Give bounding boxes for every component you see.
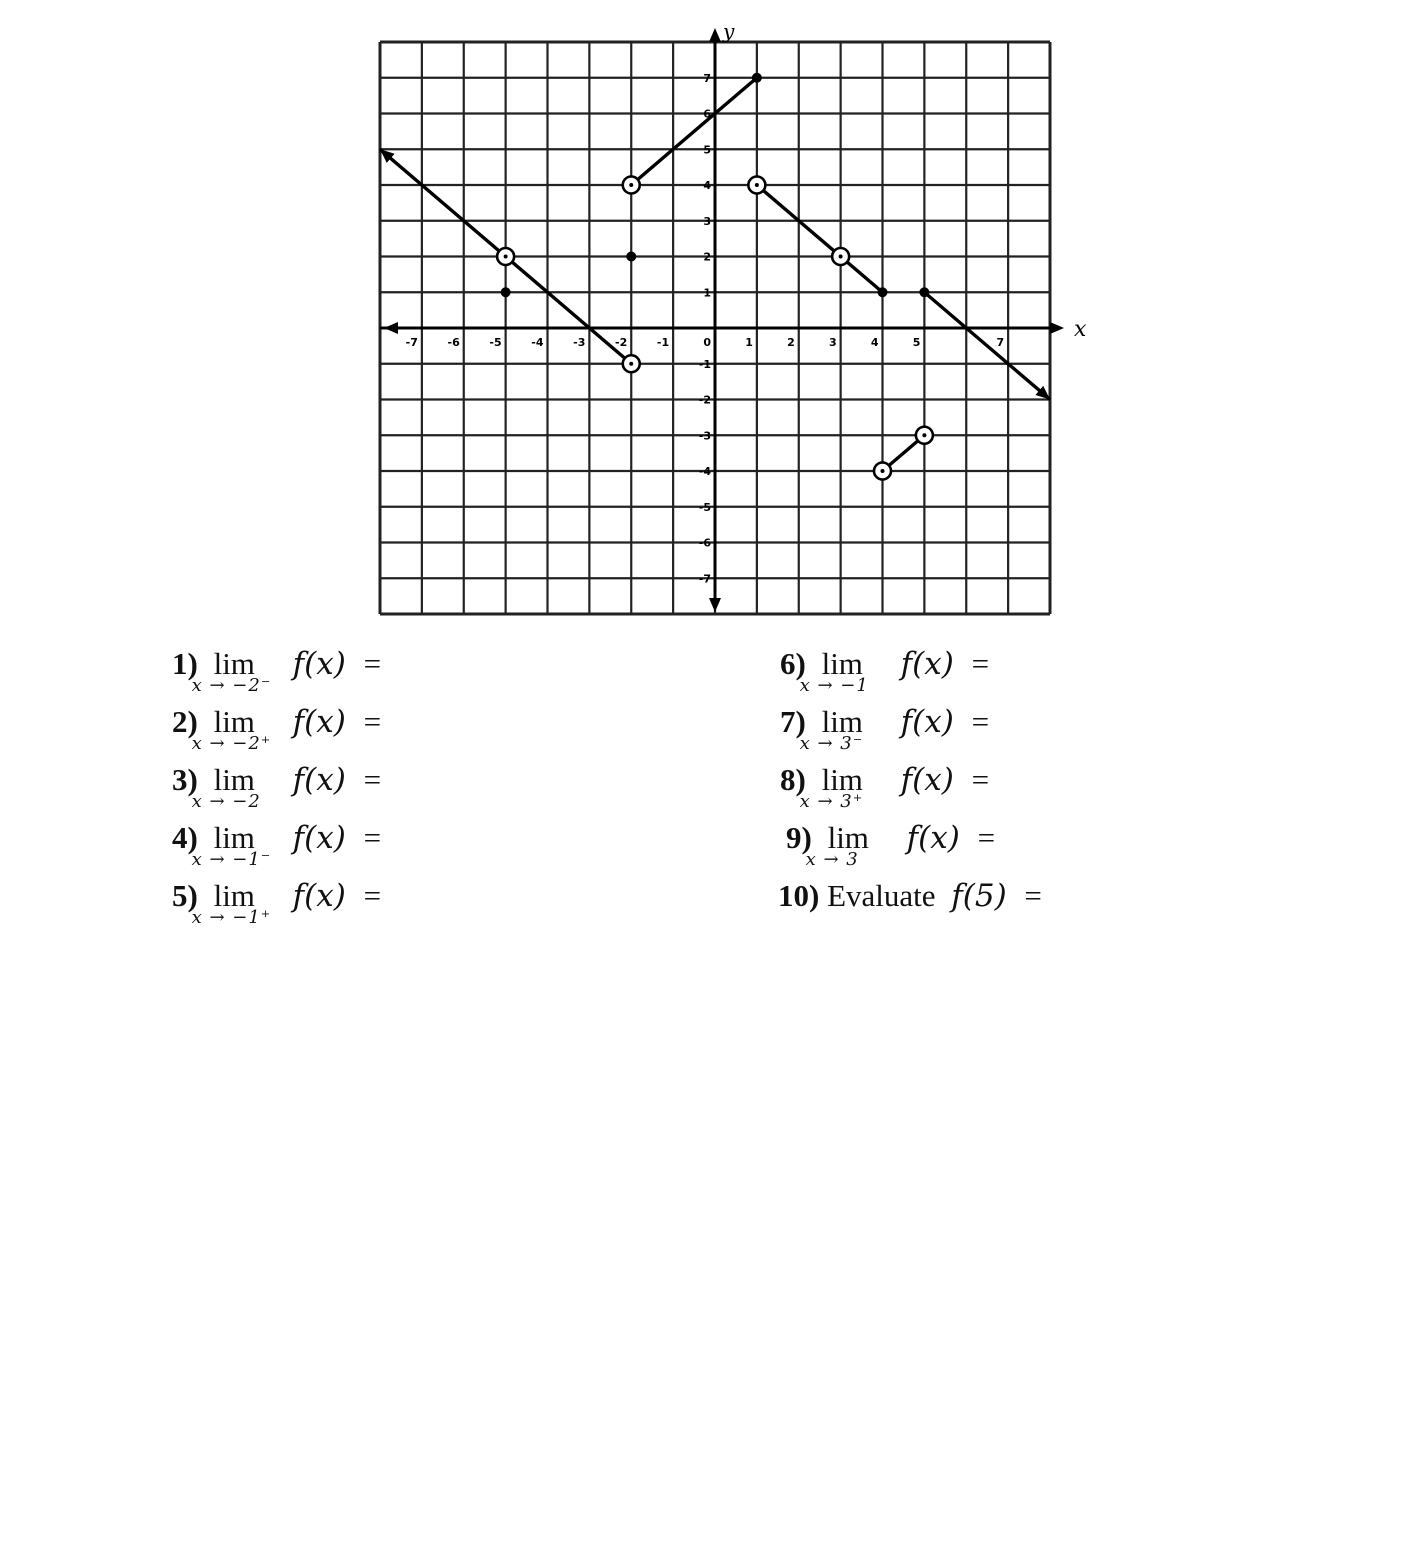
closed-point: [919, 287, 929, 297]
question-number: 6): [780, 646, 806, 681]
x-tick-label: -5: [489, 336, 502, 349]
x-axis-label: x: [1074, 317, 1087, 342]
axes: [380, 19, 1087, 612]
limit-subscript: x → −1: [799, 675, 869, 696]
x-tick-label: 5: [912, 336, 921, 349]
question-number: 8): [780, 762, 806, 797]
lim-word: lim: [213, 878, 255, 913]
lim-word: lim: [821, 646, 863, 681]
y-axis-arrow-down: [709, 598, 721, 612]
open-point-center: [504, 255, 508, 259]
y-tick-label: -1: [698, 357, 711, 371]
open-point-center: [755, 183, 759, 187]
lim-word: lim: [213, 820, 255, 855]
question-6: [780, 646, 989, 702]
limit-subscript: x → −1⁻: [191, 849, 272, 870]
limit-subscript: x → −2⁺: [191, 733, 272, 754]
equals-sign: =: [977, 820, 996, 855]
lim-word: lim: [821, 704, 863, 739]
limit-subscript: x → 3⁺: [799, 791, 864, 812]
question-number: 2): [172, 704, 198, 739]
equals-sign: =: [363, 704, 382, 739]
x-tick-label: 7: [996, 336, 1005, 349]
lim-word: lim: [213, 762, 255, 797]
x-tick-label: 3: [828, 336, 837, 349]
equals-sign: =: [363, 820, 382, 855]
x-axis-arrow-right: [1050, 322, 1064, 334]
equals-sign: =: [971, 704, 990, 739]
x-tick-label: -3: [573, 336, 586, 349]
y-axis-label: y: [723, 19, 735, 43]
function-expr: f(x): [292, 762, 346, 798]
question-number: 9): [786, 820, 812, 855]
x-tick-label: 1: [745, 336, 753, 349]
function-expr: f(x): [292, 704, 346, 740]
limit-operator: [799, 704, 864, 754]
limit-subscript: x → −2⁻: [191, 675, 272, 696]
equals-sign: =: [363, 878, 382, 913]
x-tick-label: -4: [531, 336, 544, 349]
x-tick-label: -2: [615, 336, 628, 349]
equals-sign: =: [363, 762, 382, 797]
x-tick-label: -6: [447, 336, 460, 349]
limit-operator: [799, 646, 869, 696]
y-tick-label: 1: [703, 286, 711, 300]
question-5: [172, 878, 381, 934]
lim-word: lim: [213, 704, 255, 739]
question-number: 3): [172, 762, 198, 797]
question-3: [172, 762, 381, 818]
question-number: 4): [172, 820, 198, 855]
open-point-center: [629, 183, 633, 187]
y-tick-label: -3: [698, 429, 711, 443]
x-tick-label: 4: [870, 336, 879, 349]
function-expr: f(x): [292, 646, 346, 682]
x-tick-label: -7: [405, 336, 418, 349]
question-10: [778, 878, 1042, 934]
limit-operator: [191, 762, 261, 812]
limit-operator: [191, 646, 272, 696]
y-tick-label: -2: [698, 393, 711, 407]
x-axis-arrow-left: [384, 322, 398, 334]
equals-sign: =: [971, 646, 990, 681]
lim-word: lim: [821, 762, 863, 797]
y-tick-label: 2: [703, 250, 711, 264]
question-4: [172, 820, 381, 876]
open-point-center: [839, 255, 843, 259]
question-1: [172, 646, 381, 702]
limit-operator: [799, 762, 864, 812]
function-expr: f(x): [292, 878, 346, 914]
lim-word: lim: [827, 820, 869, 855]
question-number: 1): [172, 646, 198, 681]
lim-word: lim: [213, 646, 255, 681]
question-2: [172, 704, 381, 760]
equals-sign: =: [363, 646, 382, 681]
limit-subscript: x → −2: [191, 791, 261, 812]
function-expr: f(x): [900, 704, 954, 740]
y-tick-label: 7: [703, 71, 711, 85]
question-8: [780, 762, 989, 818]
limit-operator: [191, 820, 272, 870]
graph-segment: [924, 292, 1050, 399]
y-tick-label: -4: [698, 465, 711, 478]
limit-operator: [805, 820, 869, 870]
limit-operator: [191, 704, 272, 754]
question-number: 5): [172, 878, 198, 913]
question-7: [780, 704, 989, 760]
x-tick-label: -1: [656, 336, 670, 349]
y-tick-label: -5: [698, 500, 711, 514]
question-number: 10): [778, 878, 820, 913]
y-tick-label: 6: [703, 107, 711, 121]
equals-sign: =: [971, 762, 990, 797]
y-tick-label: -6: [698, 536, 711, 550]
y-tick-label: 3: [703, 214, 711, 228]
open-point-center: [922, 433, 926, 437]
function-expr: f(x): [900, 646, 954, 682]
x-tick-label: 2: [787, 336, 795, 349]
y-tick-label: 4: [703, 179, 711, 192]
closed-point: [878, 287, 888, 297]
y-axis-arrow-up: [709, 28, 721, 42]
function-graph: [370, 19, 1087, 634]
y-tick-label: -7: [698, 572, 711, 586]
function-expr: f(x): [292, 820, 346, 856]
function-expr: f(5): [951, 878, 1007, 914]
limit-subscript: x → −1⁺: [191, 907, 272, 928]
y-tick-label: 5: [703, 143, 711, 157]
question-9: [786, 820, 995, 876]
closed-point: [752, 73, 762, 83]
graph-segment: [631, 78, 757, 185]
limit-subscript: x → 3: [805, 849, 859, 870]
limit-operator: [191, 878, 272, 928]
function-expr: f(x): [906, 820, 960, 856]
question-number: 7): [780, 704, 806, 739]
function-expr: f(x): [900, 762, 954, 798]
evaluate-label: Evaluate: [827, 878, 936, 913]
closed-point: [626, 252, 636, 262]
open-point-center: [629, 362, 633, 366]
x-tick-label: 0: [703, 336, 711, 349]
limit-subscript: x → 3⁻: [799, 733, 864, 754]
equals-sign: =: [1024, 878, 1042, 913]
graph-segment: [757, 185, 883, 292]
open-point-center: [881, 469, 885, 473]
closed-point: [501, 287, 511, 297]
